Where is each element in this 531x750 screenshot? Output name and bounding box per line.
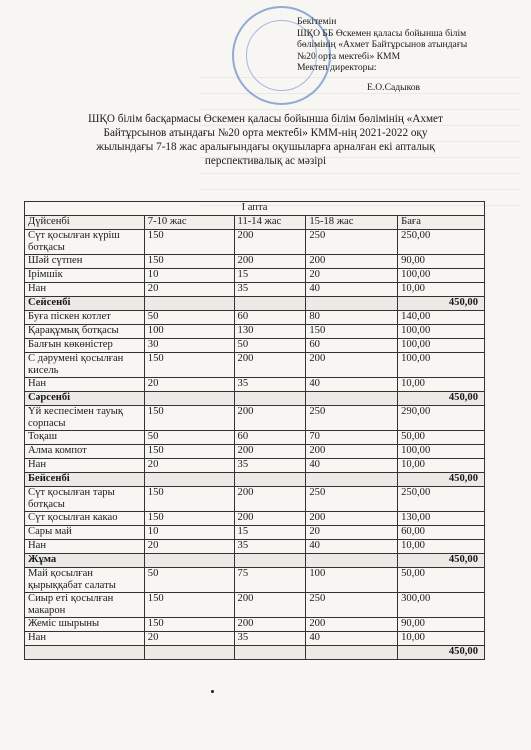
portion-15-18: 40 xyxy=(306,378,398,392)
dish-price: 60,00 xyxy=(398,526,485,540)
final-total-price: 450,00 xyxy=(398,646,485,660)
portion-11-14: 35 xyxy=(234,632,306,646)
empty-cell xyxy=(234,473,306,487)
portion-7-10: 150 xyxy=(144,593,234,618)
approval-line: ШҚО ББ Өскемен қаласы бойынша білім xyxy=(297,27,467,39)
dish-price: 100,00 xyxy=(398,269,485,283)
dish-row xyxy=(25,311,485,325)
portion-11-14: 130 xyxy=(234,325,306,339)
portion-15-18: 200 xyxy=(306,353,398,378)
portion-15-18: 200 xyxy=(306,618,398,632)
portion-15-18: 40 xyxy=(306,283,398,297)
dish-name: Нан xyxy=(25,540,145,554)
dish-row xyxy=(25,325,485,339)
portion-7-10: 150 xyxy=(144,230,234,255)
portion-15-18: 200 xyxy=(306,445,398,459)
portion-15-18: 40 xyxy=(306,540,398,554)
empty-cell xyxy=(306,646,398,660)
portion-15-18: 100 xyxy=(306,568,398,593)
dish-row xyxy=(25,526,485,540)
dish-name: Ірімшік xyxy=(25,269,145,283)
dish-name: Сүт қосылған күріш ботқасы xyxy=(25,230,145,255)
column-header-row xyxy=(25,216,485,230)
dish-row xyxy=(25,431,485,445)
day-total-price: 450,00 xyxy=(398,554,485,568)
portion-15-18: 40 xyxy=(306,459,398,473)
portion-7-10: 20 xyxy=(144,378,234,392)
portion-15-18: 40 xyxy=(306,632,398,646)
dish-row xyxy=(25,459,485,473)
dish-price: 10,00 xyxy=(398,540,485,554)
column-header: 15-18 жас xyxy=(306,216,398,230)
portion-11-14: 200 xyxy=(234,593,306,618)
portion-11-14: 15 xyxy=(234,526,306,540)
title-line: Байтұрсынов атындағы №20 орта мектебі» КММ-нің 2021-2022 оқу xyxy=(103,127,428,139)
portion-7-10: 20 xyxy=(144,459,234,473)
dish-price: 90,00 xyxy=(398,618,485,632)
portion-11-14: 200 xyxy=(234,512,306,526)
portion-15-18: 80 xyxy=(306,311,398,325)
dish-price: 130,00 xyxy=(398,512,485,526)
dish-row xyxy=(25,618,485,632)
portion-7-10: 20 xyxy=(144,540,234,554)
dish-price: 100,00 xyxy=(398,325,485,339)
column-header: 7-10 жас xyxy=(144,216,234,230)
dish-price: 50,00 xyxy=(398,568,485,593)
dish-row xyxy=(25,378,485,392)
empty-cell xyxy=(306,297,398,311)
dish-name: Сүт қосылған тары ботқасы xyxy=(25,487,145,512)
day-total-price: 450,00 xyxy=(398,297,485,311)
approval-line: №20 орта мектебі» КММ xyxy=(297,50,401,62)
empty-cell xyxy=(144,646,234,660)
dish-price: 140,00 xyxy=(398,311,485,325)
dish-row xyxy=(25,283,485,297)
director-signature-name: Е.О.Садыков xyxy=(367,82,421,93)
portion-7-10: 150 xyxy=(144,445,234,459)
dish-row xyxy=(25,632,485,646)
column-header: Баға xyxy=(398,216,485,230)
portion-15-18: 150 xyxy=(306,325,398,339)
portion-11-14: 200 xyxy=(234,255,306,269)
dish-price: 100,00 xyxy=(398,353,485,378)
portion-7-10: 20 xyxy=(144,632,234,646)
empty-cell xyxy=(234,646,306,660)
empty-cell xyxy=(306,473,398,487)
portion-15-18: 200 xyxy=(306,512,398,526)
portion-11-14: 35 xyxy=(234,459,306,473)
empty-cell xyxy=(306,392,398,406)
dish-name: Май қосылған қырыққабат салаты xyxy=(25,568,145,593)
dish-name: Жеміс шырыны xyxy=(25,618,145,632)
dish-price: 300,00 xyxy=(398,593,485,618)
dish-name: Балғын көкөністер xyxy=(25,339,145,353)
approval-line: Бекітемін xyxy=(297,16,337,27)
portion-11-14: 200 xyxy=(234,445,306,459)
empty-cell xyxy=(144,297,234,311)
dish-price: 100,00 xyxy=(398,339,485,353)
portion-15-18: 200 xyxy=(306,255,398,269)
day-name: Жұма xyxy=(25,554,145,568)
week-label: I апта xyxy=(25,202,485,216)
approval-line: Мектеп директоры: xyxy=(297,62,377,74)
portion-15-18: 20 xyxy=(306,526,398,540)
dish-name: Алма компот xyxy=(25,445,145,459)
dish-row xyxy=(25,512,485,526)
day-total-price: 450,00 xyxy=(398,392,485,406)
portion-7-10: 150 xyxy=(144,487,234,512)
dish-row xyxy=(25,230,485,255)
final-total-row xyxy=(25,646,485,660)
portion-7-10: 50 xyxy=(144,311,234,325)
portion-11-14: 200 xyxy=(234,406,306,431)
ink-dot xyxy=(211,690,214,693)
portion-11-14: 200 xyxy=(234,487,306,512)
portion-15-18: 70 xyxy=(306,431,398,445)
dish-price: 250,00 xyxy=(398,487,485,512)
portion-7-10: 10 xyxy=(144,526,234,540)
empty-cell xyxy=(306,554,398,568)
dish-name: Қарақұмық ботқасы xyxy=(25,325,145,339)
approval-line: бөлімінің «Ахмет Байтұрсынов атындағы xyxy=(297,39,468,51)
portion-15-18: 60 xyxy=(306,339,398,353)
dish-name: Нан xyxy=(25,459,145,473)
dish-row xyxy=(25,269,485,283)
portion-11-14: 60 xyxy=(234,431,306,445)
portion-11-14: 15 xyxy=(234,269,306,283)
approval-block xyxy=(297,16,527,93)
dish-name: Шәй сүтпен xyxy=(25,255,145,269)
dish-price: 290,00 xyxy=(398,406,485,431)
portion-7-10: 50 xyxy=(144,431,234,445)
dish-price: 10,00 xyxy=(398,283,485,297)
day-name: Сәрсенбі xyxy=(25,392,145,406)
portion-11-14: 60 xyxy=(234,311,306,325)
dish-name: Сары май xyxy=(25,526,145,540)
empty-cell xyxy=(234,392,306,406)
empty-cell xyxy=(144,392,234,406)
dish-price: 10,00 xyxy=(398,378,485,392)
dish-name: Нан xyxy=(25,378,145,392)
day-name: Бейсенбі xyxy=(25,473,145,487)
portion-11-14: 200 xyxy=(234,353,306,378)
dish-name: С дәрумені қосылған кисель xyxy=(25,353,145,378)
empty-cell xyxy=(144,473,234,487)
dish-row xyxy=(25,568,485,593)
document-title xyxy=(20,112,511,168)
portion-7-10: 150 xyxy=(144,255,234,269)
portion-11-14: 35 xyxy=(234,540,306,554)
portion-7-10: 10 xyxy=(144,269,234,283)
portion-15-18: 250 xyxy=(306,593,398,618)
dish-row xyxy=(25,353,485,378)
portion-11-14: 200 xyxy=(234,230,306,255)
dish-row xyxy=(25,255,485,269)
dish-name: Үй кеспесімен тауық сорпасы xyxy=(25,406,145,431)
dish-row xyxy=(25,593,485,618)
portion-11-14: 75 xyxy=(234,568,306,593)
dish-row xyxy=(25,540,485,554)
empty-cell xyxy=(25,646,145,660)
dish-row xyxy=(25,339,485,353)
portion-7-10: 150 xyxy=(144,353,234,378)
empty-cell xyxy=(234,297,306,311)
portion-11-14: 35 xyxy=(234,283,306,297)
empty-cell xyxy=(234,554,306,568)
column-header: 11-14 жас xyxy=(234,216,306,230)
dish-name: Буға піскен котлет xyxy=(25,311,145,325)
portion-7-10: 150 xyxy=(144,406,234,431)
day-row xyxy=(25,473,485,487)
week-header-row xyxy=(25,202,485,216)
portion-7-10: 150 xyxy=(144,512,234,526)
portion-7-10: 50 xyxy=(144,568,234,593)
dish-name: Тоқаш xyxy=(25,431,145,445)
dish-row xyxy=(25,406,485,431)
title-line: ШҚО білім басқармасы Өскемен қаласы бойынша білім бөлімінің «Ахмет xyxy=(88,113,443,125)
dish-price: 50,00 xyxy=(398,431,485,445)
dish-price: 90,00 xyxy=(398,255,485,269)
title-line: перспективалық ас мәзірі xyxy=(204,155,327,167)
portion-7-10: 150 xyxy=(144,618,234,632)
day-row xyxy=(25,392,485,406)
portion-15-18: 250 xyxy=(306,487,398,512)
empty-cell xyxy=(144,554,234,568)
menu-table-body xyxy=(25,202,485,660)
dish-name: Сиыр еті қосылған макарон xyxy=(25,593,145,618)
portion-11-14: 200 xyxy=(234,618,306,632)
portion-15-18: 250 xyxy=(306,230,398,255)
day-total-price: 450,00 xyxy=(398,473,485,487)
dish-row xyxy=(25,487,485,512)
portion-7-10: 30 xyxy=(144,339,234,353)
day-row xyxy=(25,554,485,568)
menu-table xyxy=(24,201,485,660)
dish-price: 10,00 xyxy=(398,632,485,646)
dish-name: Нан xyxy=(25,283,145,297)
portion-7-10: 100 xyxy=(144,325,234,339)
portion-15-18: 250 xyxy=(306,406,398,431)
portion-11-14: 50 xyxy=(234,339,306,353)
dish-row xyxy=(25,445,485,459)
dish-name: Нан xyxy=(25,632,145,646)
dish-price: 250,00 xyxy=(398,230,485,255)
dish-price: 100,00 xyxy=(398,445,485,459)
portion-15-18: 20 xyxy=(306,269,398,283)
portion-11-14: 35 xyxy=(234,378,306,392)
portion-7-10: 20 xyxy=(144,283,234,297)
dish-name: Сүт қосылған какао xyxy=(25,512,145,526)
day-name: Сейсенбі xyxy=(25,297,145,311)
day-row xyxy=(25,297,485,311)
title-line: жылындағы 7-18 жас аралығындағы оқушыларға арналған екі апталық xyxy=(96,141,435,153)
dish-price: 10,00 xyxy=(398,459,485,473)
day-name: Дүйсенбі xyxy=(25,216,145,230)
